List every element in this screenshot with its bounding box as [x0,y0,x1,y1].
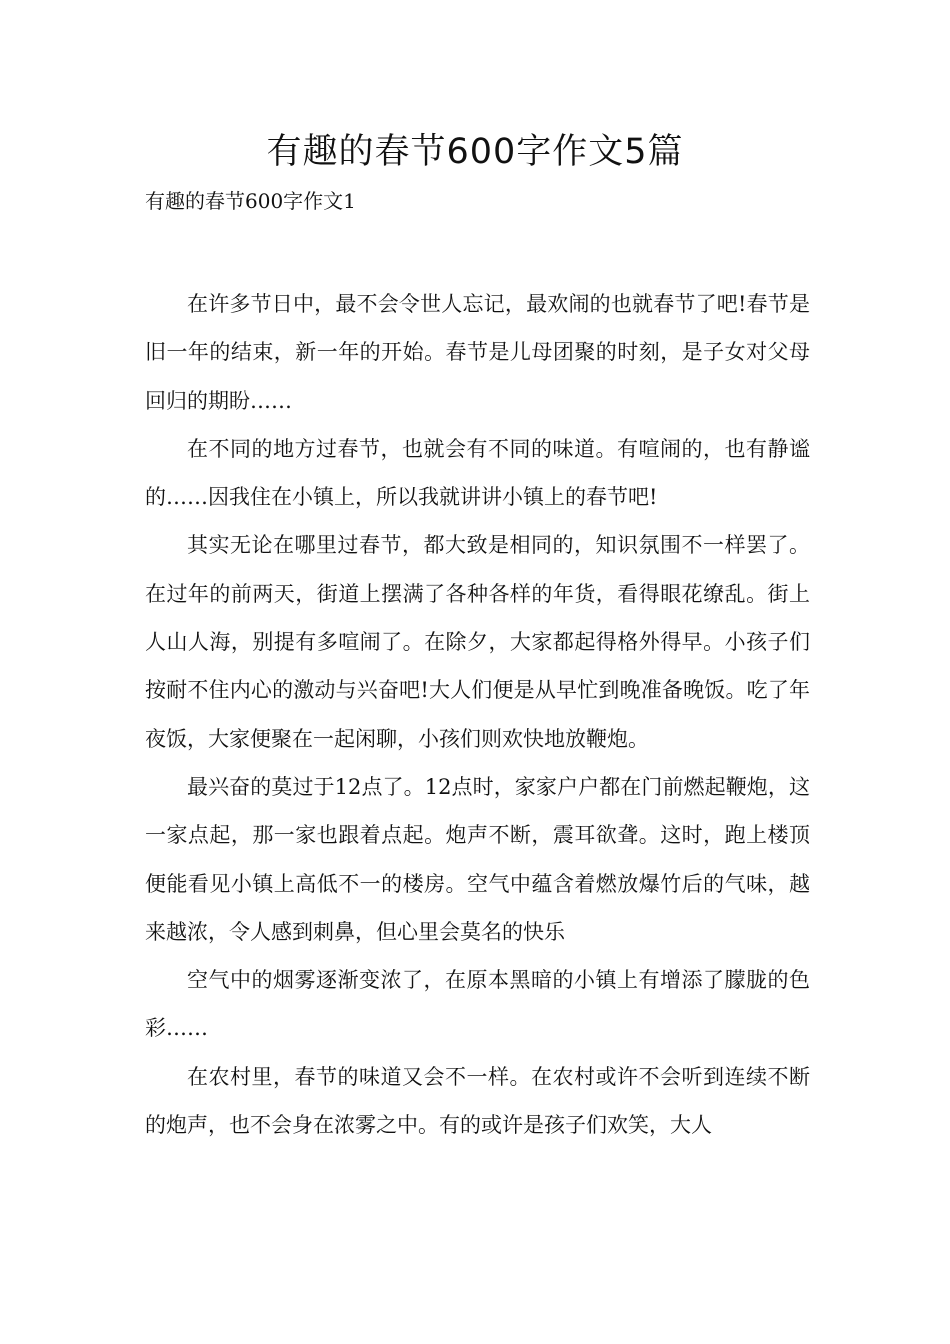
section-heading: 有趣的春节600字作文1 [145,189,356,213]
paragraph: 在许多节日中，最不会令世人忘记，最欢闹的也就春节了吧!春节是旧一年的结束，新一年的开始。春节是儿母团聚的时刻，是子女对父母回归的期盼…… [145,292,810,413]
paragraph: 在农村里，春节的味道又会不一样。在农村或许不会听到连续不断的炮声，也不会身在浓雾之中。有的或许是孩子们欢笑，大人 [145,1064,810,1138]
paragraph: 其实无论在哪里过春节，都大致是相同的，知识氛围不一样罢了。在过年的前两天，街道上摆满了各种各样的年货，看得眼花缭乱。街上人山人海，别提有多喧闹了。在除夕，大家都起得格外得早。小孩子们按耐不住内心的激动与兴奋吧!大人们便是从早忙到晚准备晚饭。吃了年夜饭，大家便聚在一起闲聊，小孩们则欢快地放鞭炮。 [145,533,810,751]
document-title: 有趣的春节600字作文5篇 [266,132,684,172]
paragraph: 最兴奋的莫过于12点了。12点时，家家户户都在门前燃起鞭炮，这一家点起，那一家也跟着点起。炮声不断，震耳欲聋。这时，跑上楼顶便能看见小镇上高低不一的楼房。空气中蕴含着燃放爆竹后的气味，越来越浓，令人感到刺鼻，但心里会莫名的快乐 [145,774,810,944]
paragraph: 空气中的烟雾逐渐变浓了，在原本黑暗的小镇上有增添了朦胧的色彩…… [145,968,810,1041]
essay-body [145,280,810,1149]
paragraph: 在不同的地方过春节，也就会有不同的味道。有喧闹的，也有静谧的……因我住在小镇上，所以我就讲讲小镇上的春节吧! [145,436,810,510]
